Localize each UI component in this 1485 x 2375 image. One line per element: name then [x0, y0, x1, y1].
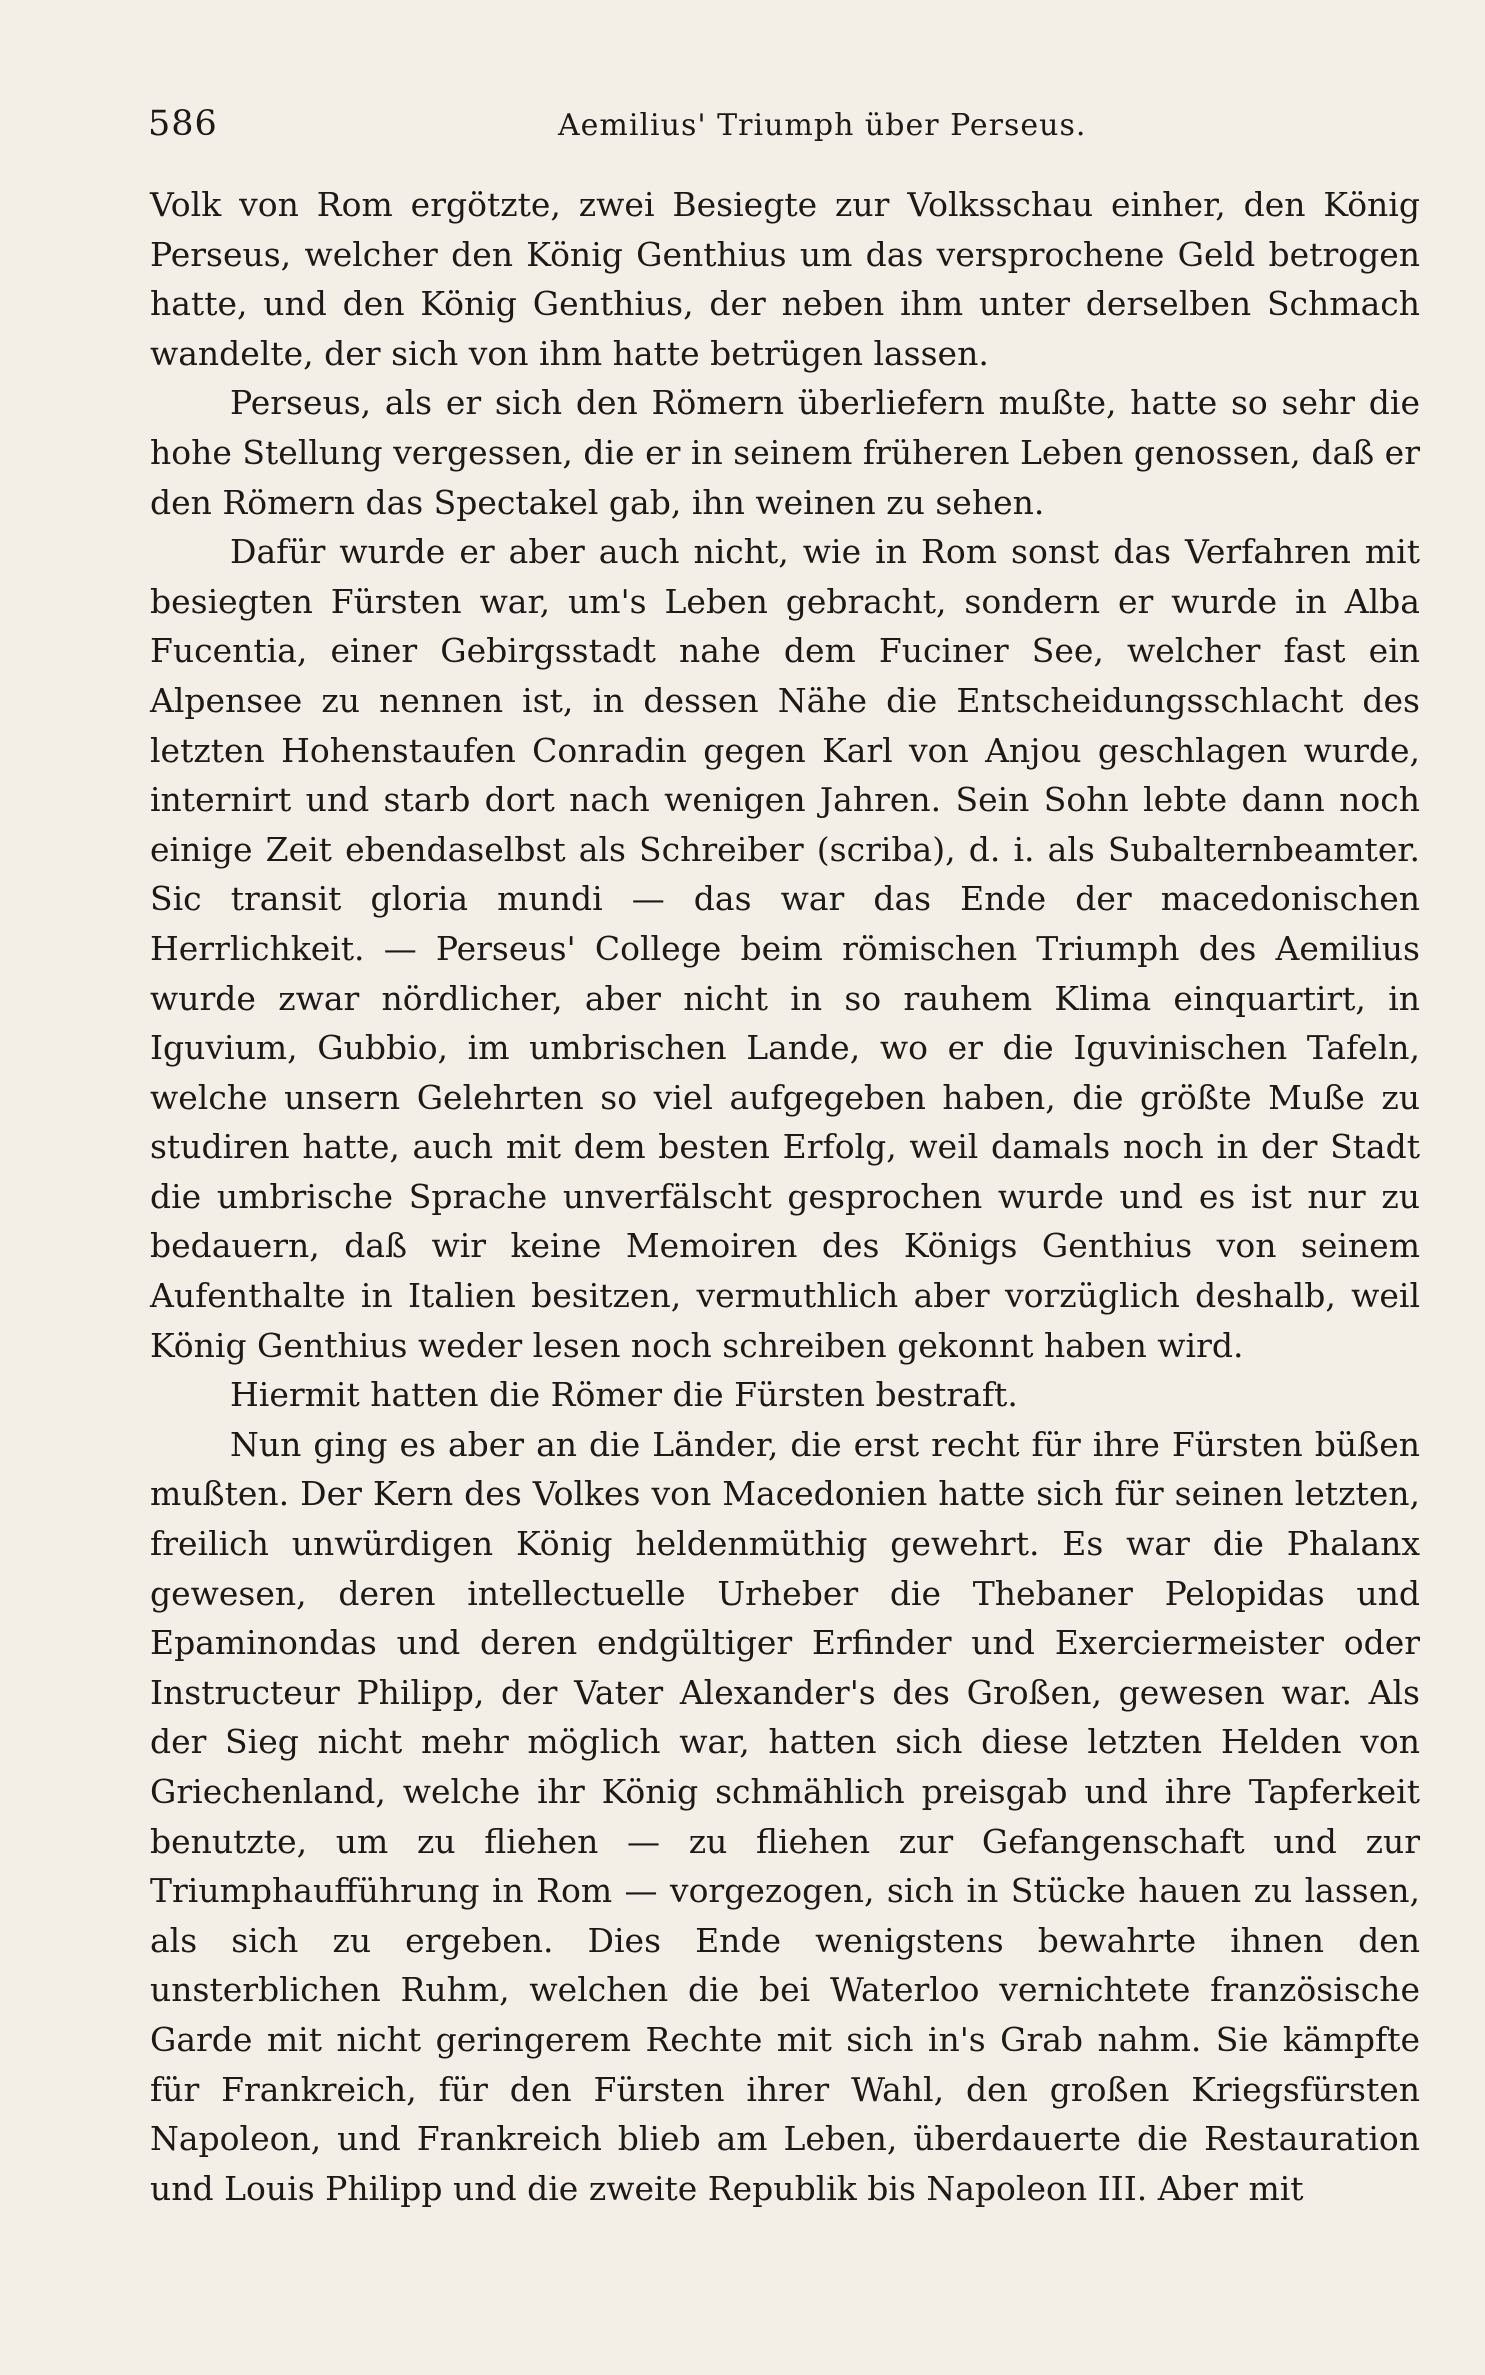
running-title: Aemilius' Triumph über Perseus.	[558, 108, 1087, 143]
paragraph: Volk von Rom ergötzte, zwei Besiegte zur Volksschau einher, den König Perseus, welcher den König Genthius um das versprochene Geld betrogen hatte, und den König Genthius, der neben ihm unter derselben Schmach wandelte, der sich von ihm hatte betrügen lassen.	[150, 185, 1420, 373]
paragraph: Dafür wurde er aber auch nicht, wie in Rom sonst das Verfahren mit besiegten Fürsten war, um's Leben gebracht, sondern er wurde in Alba Fucentia, einer Gebirgsstadt nahe dem Fuciner See, welcher fast ein Alpensee zu nennen ist, in dessen Nähe die Entscheidungsschlacht des letzten Hohenstaufen Conradin gegen Karl von Anjou geschlagen wurde, internirt und starb dort nach wenigen Jahren. Sein Sohn lebte dann noch einige Zeit ebendaselbst als Schreiber (scriba), d. i. als Subalternbeamter. Sic transit gloria mundi — das war das Ende der macedonischen Herrlichkeit. — Perseus' College beim römischen Triumph des Aemilius wurde zwar nördlicher, aber nicht in so rauhem Klima einquartirt, in Iguvium, Gubbio, im umbrischen Lande, wo er die Iguvinischen Tafeln, welche unsern Gelehrten so viel aufgegeben haben, die größte Muße zu studiren hatte, auch mit dem besten Erfolg, weil damals noch in der Stadt die umbrische Sprache unverfälscht gesprochen wurde und es ist nur zu bedauern, daß wir keine Memoiren des Königs Genthius von seinem Aufenthalte in Italien besitzen, vermuthlich aber vorzüglich deshalb, weil König Genthius weder lesen noch schreiben gekonnt haben wird.	[150, 532, 1420, 1365]
paragraph: Perseus, als er sich den Römern überliefern mußte, hatte so sehr die hohe Stellung vergessen, die er in seinem früheren Leben genossen, daß er den Römern das Spectakel gab, ihn weinen zu sehen.	[150, 383, 1420, 522]
paragraph: Hiermit hatten die Römer die Fürsten bestraft.	[230, 1375, 1018, 1415]
paragraph: Nun ging es aber an die Länder, die erst recht für ihre Fürsten büßen mußten. Der Kern des Volkes von Macedonien hatte sich für seinen letzten, freilich unwürdigen König heldenmüthig gewehrt. Es war die Phalanx gewesen, deren intellectuelle Urheber die Thebaner Pelopidas und Epaminondas und deren endgültiger Erfinder und Exerciermeister oder Instructeur Philipp, der Vater Alexander's des Großen, gewesen war. Als der Sieg nicht mehr möglich war, hatten sich diese letzten Helden von Griechenland, welche ihr König schmählich preisgab und ihre Tapferkeit benutzte, um zu fliehen — zu fliehen zur Gefangenschaft und zur Triumphaufführung in Rom — vorgezogen, sich in Stücke hauen zu lassen, als sich zu ergeben. Dies Ende wenigstens bewahrte ihnen den unsterblichen Ruhm, welchen die bei Waterloo vernichtete französische Garde mit nicht geringerem Rechte mit sich in's Grab nahm. Sie kämpfte für Frankreich, für den Fürsten ihrer Wahl, den großen Kriegsfürsten Napoleon, und Frankreich blieb am Leben, überdauerte die Restauration und Louis Philipp und die zweite Republik bis Napoleon III. Aber mit	[150, 1424, 1420, 2208]
page-number: 586	[148, 104, 218, 144]
body-text	[150, 180, 1420, 2213]
page-header	[148, 104, 1418, 164]
